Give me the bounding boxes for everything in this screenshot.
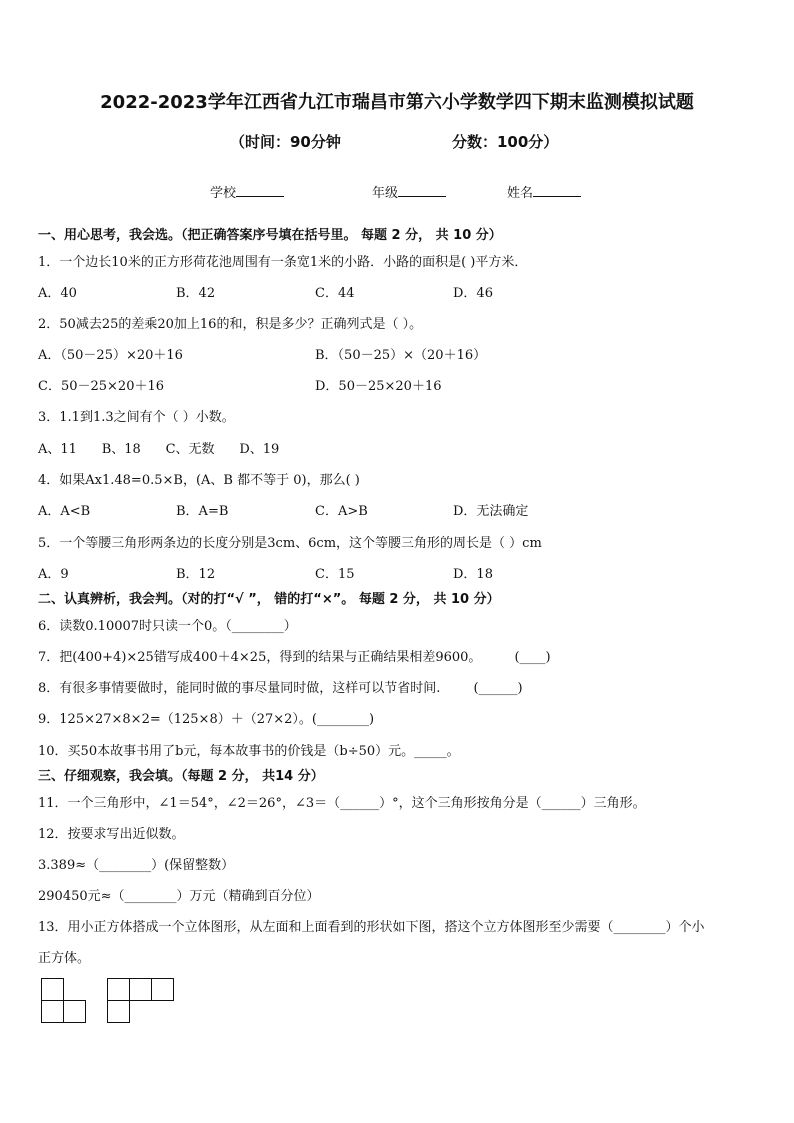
question-12a: 3.389≈（________）(保留整数） (38, 858, 235, 873)
page-title: 2022-2023学年江西省九江市瑞昌市第六小学数学四下期末监测模拟试题 (100, 92, 694, 113)
left-view-cell (41, 1000, 64, 1023)
q1-option-a: A．40 (38, 286, 77, 301)
score-info: 分数：100分） (452, 133, 559, 151)
q5-option-c: C．15 (315, 567, 355, 582)
top-view-cell (129, 978, 152, 1001)
q1-option-c: C．44 (315, 286, 355, 301)
q4-option-c: C．A>B (315, 504, 368, 519)
school-blank[interactable] (236, 184, 284, 197)
school-field (210, 182, 284, 201)
name-field (507, 182, 581, 201)
top-view-cell (151, 978, 174, 1001)
q3-options: A、11 B、18 C、无数 D、19 (38, 442, 280, 457)
q5-option-a: A．9 (38, 567, 69, 582)
section-2-heading: 二、认真辨析，我会判。（对的打“√ ”， 错的打“×”。 每题 2 分， 共 10 分） (38, 592, 500, 607)
left-view-cell (63, 1000, 86, 1023)
question-12b: 290450元≈（________）万元（精确到百分位） (38, 889, 320, 904)
grade-blank[interactable] (398, 184, 446, 197)
school-label: 学校 (210, 186, 237, 201)
question-1: 1．一个边长10米的正方形荷花池周围有一条宽1米的小路．小路的面积是( )平方米． (38, 255, 528, 270)
q5-option-d: D．18 (453, 567, 493, 582)
q2-option-a: A．（50－25）×20＋16 (38, 348, 183, 363)
name-label: 姓名 (507, 186, 534, 201)
q2-option-c: C．50－25×20＋16 (38, 379, 165, 394)
left-view-cell (41, 978, 64, 1001)
grade-field (372, 182, 446, 201)
name-blank[interactable] (533, 184, 581, 197)
top-view-figure (107, 978, 177, 1028)
question-4: 4．如果Ax1.48=0.5×B，(A、B 都不等于 0)，那么( ) (38, 473, 360, 488)
question-11: 11．一个三角形中，∠1＝54°，∠2＝26°，∠3＝（______）°，这个三角形按角分是（______）三角形。 (38, 796, 646, 811)
section-3-heading: 三、仔细观察，我会填。（每题 2 分， 共14 分） (38, 769, 324, 784)
question-12: 12．按要求写出近似数。 (38, 827, 185, 842)
q5-option-b: B．12 (176, 567, 216, 582)
q4-option-b: B．A=B (176, 504, 229, 519)
q2-option-b: B．（50－25）×（20＋16） (315, 348, 487, 363)
question-13-continued: 正方体。 (38, 951, 91, 966)
top-view-cell (107, 978, 130, 1001)
question-9: 9．125×27×8×2=（125×8）＋（27×2）。(________) (38, 712, 375, 727)
left-view-figure (41, 978, 93, 1028)
question-7: 7．把(400+4)×25错写成400＋4×25，得到的结果与正确结果相差9600。 (____) (38, 650, 551, 665)
section-1-heading: 一、用心思考，我会选。（把正确答案序号填在括号里。 每题 2 分， 共 10 分） (38, 228, 502, 243)
question-3: 3．1.1到1.3之间有个（ ）小数。 (38, 410, 235, 425)
question-2: 2．50减去25的差乘20加上16的和，积是多少？正确列式是（ ）。 (38, 317, 423, 332)
question-13: 13．用小正方体搭成一个立体图形，从左面和上面看到的形状如下图，搭这个立方体图形至少需要（________）个小 (38, 920, 705, 935)
question-10: 10．买50本故事书用了b元，每本故事书的价钱是（b÷50）元。_____。 (38, 744, 460, 759)
time-info: （时间：90分钟 (230, 133, 341, 151)
q1-option-d: D．46 (453, 286, 493, 301)
q1-option-b: B．42 (176, 286, 216, 301)
top-view-cell (107, 1000, 130, 1023)
q4-option-a: A．A<B (38, 504, 91, 519)
grade-label: 年级 (372, 186, 399, 201)
q4-option-d: D．无法确定 (453, 504, 529, 519)
question-5: 5．一个等腰三角形两条边的长度分别是3cm、6cm，这个等腰三角形的周长是（ ）cm (38, 536, 542, 551)
question-6: 6．读数0.10007时只读一个0。（________） (38, 619, 297, 634)
question-8: 8．有很多事情要做时，能同时做的事尽量同时做，这样可以节省时间. (______) (38, 681, 523, 696)
q2-option-d: D．50－25×20＋16 (315, 379, 442, 394)
